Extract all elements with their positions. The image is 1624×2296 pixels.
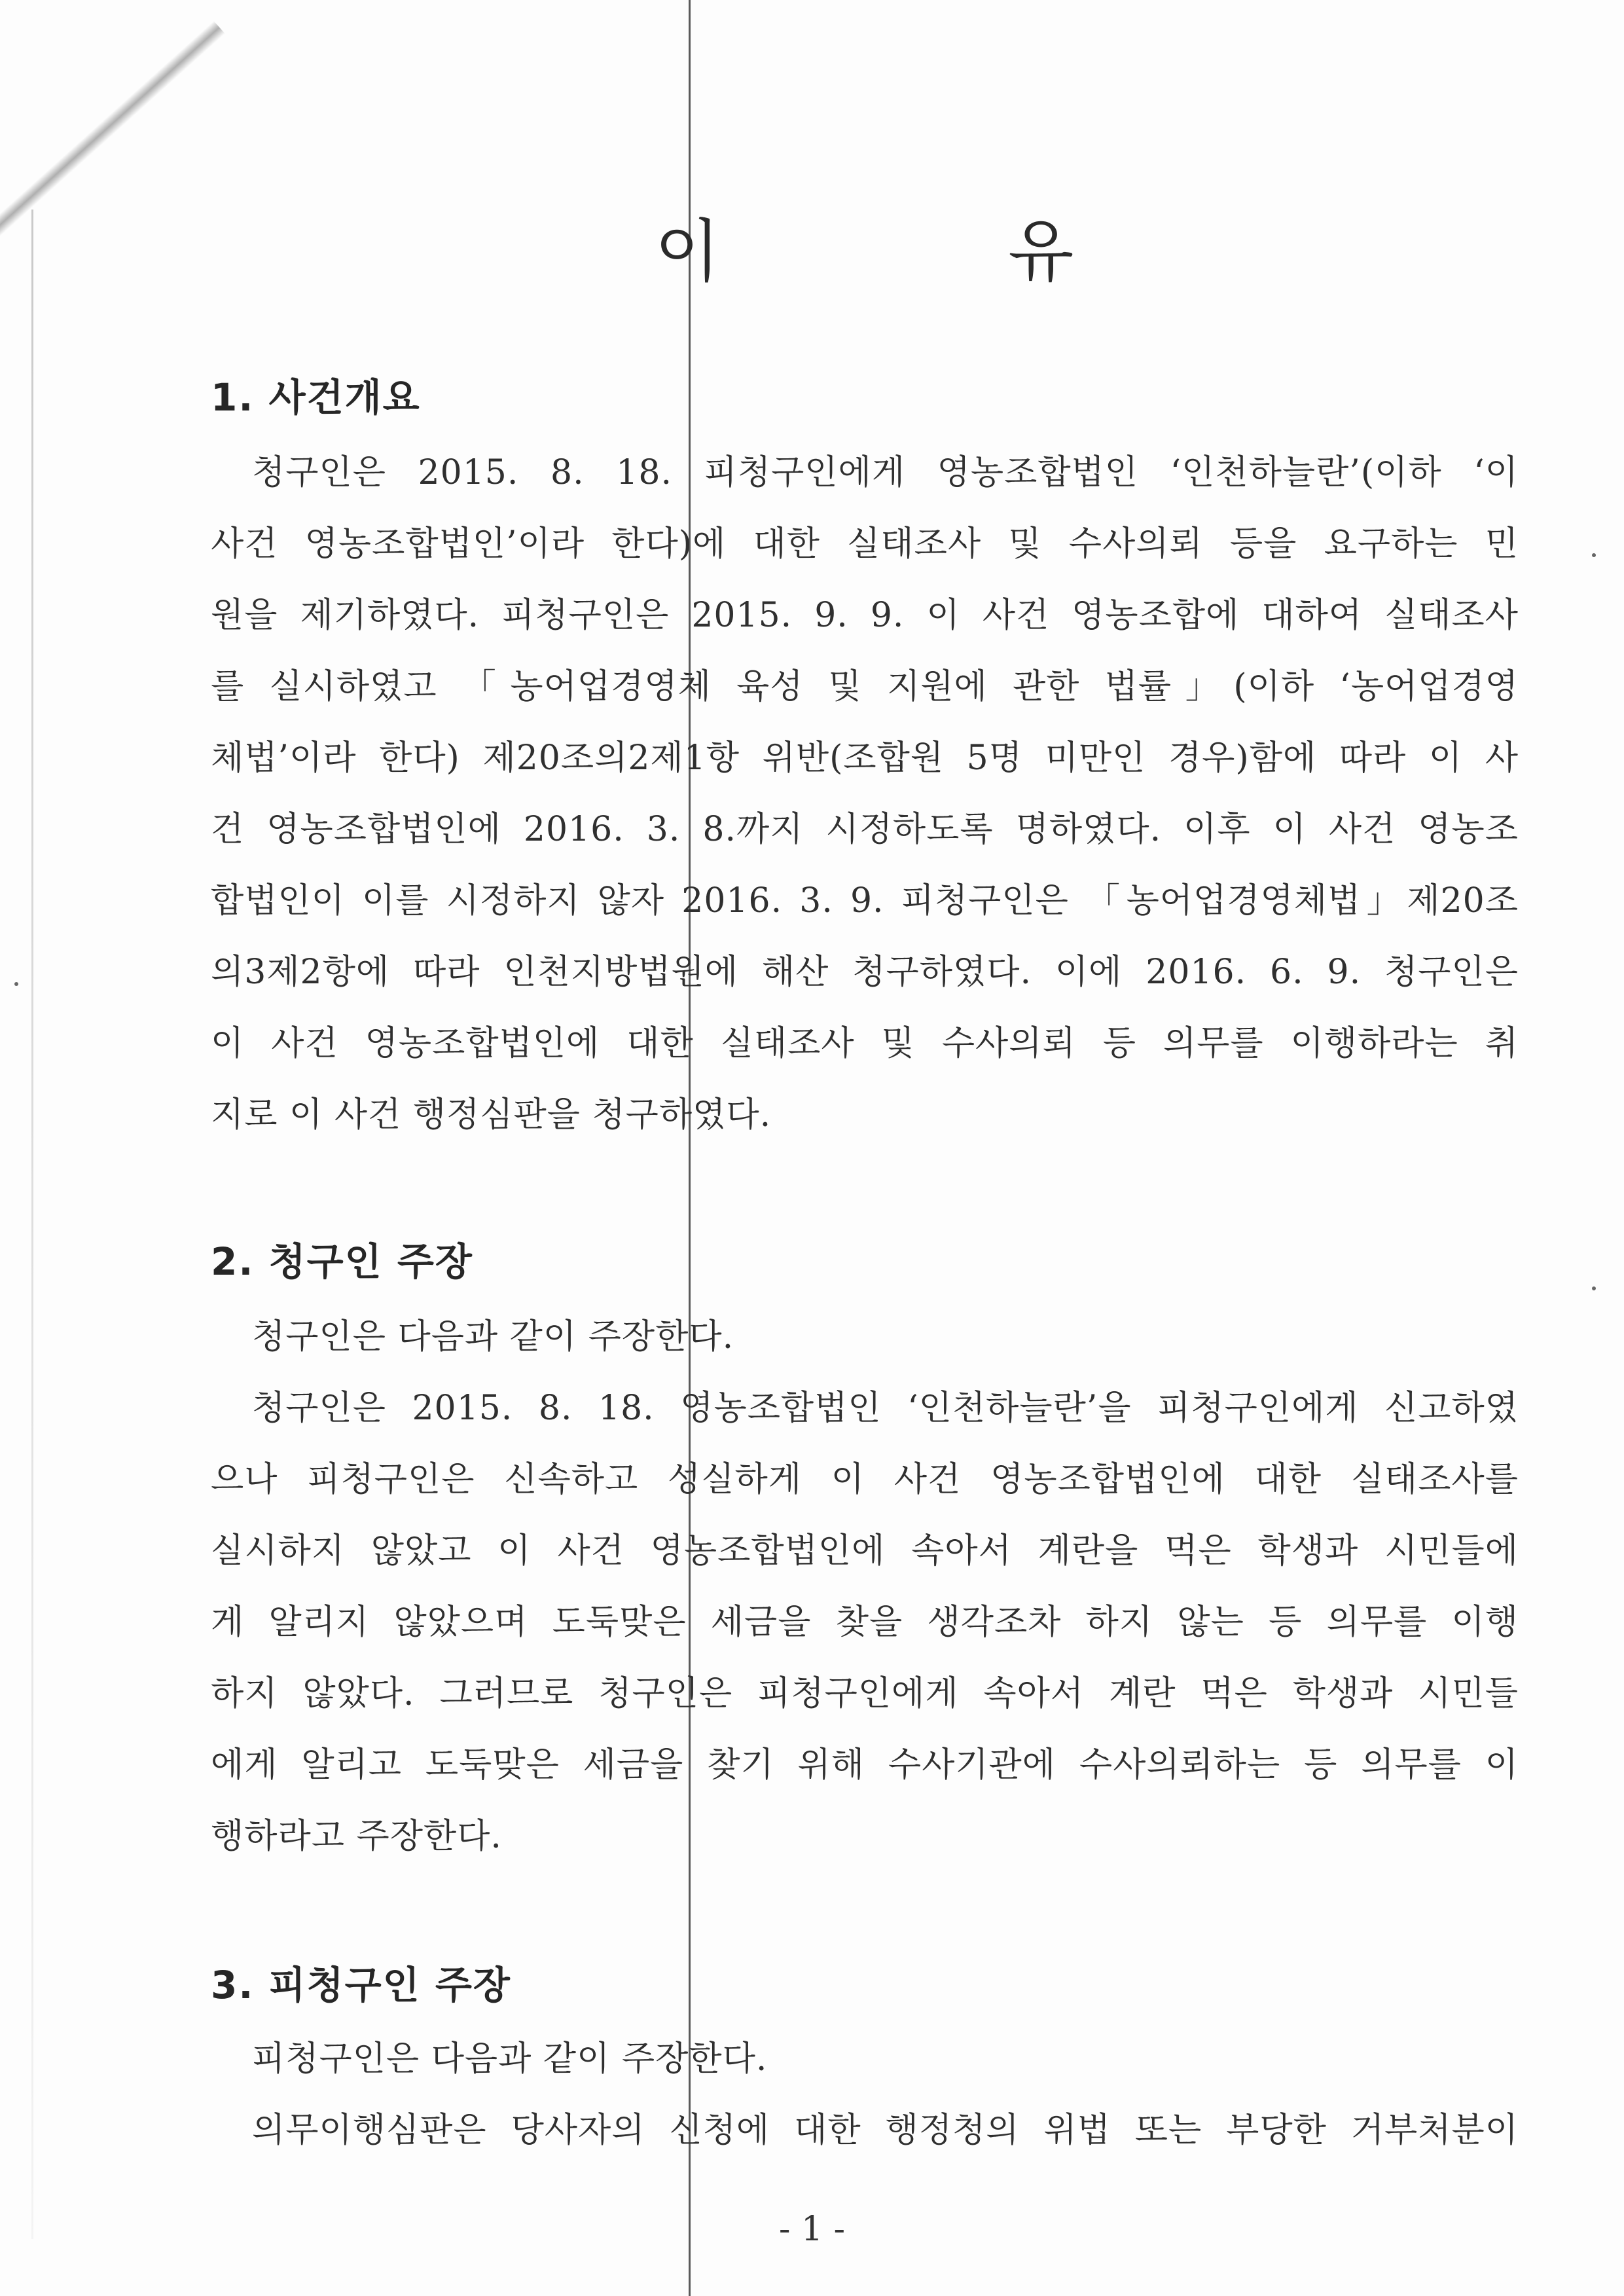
scan-speck — [1592, 1286, 1596, 1290]
paragraph-line: 이 사건 영농조합법인에 대한 실태조사 및 수사의뢰 등 의무를 이행하라는 취 — [211, 1024, 1519, 1063]
paragraph-line: 게 알리지 않았으며 도둑맞은 세금을 찾을 생각조차 하지 않는 등 의무를 이행 — [211, 1603, 1519, 1642]
paragraph-line: 청구인은 2015. 8. 18. 영농조합법인 ‘인천하늘란’을 피청구인에게 신고하였 — [252, 1389, 1519, 1428]
paragraph-line: 를 실시하였고 「농어업경영체 육성 및 지원에 관한 법률」(이하 ‘농어업경영 — [211, 667, 1519, 706]
paragraph-line: 에게 알리고 도둑맞은 세금을 찾기 위해 수사기관에 수사의뢰하는 등 의무를 이 — [211, 1745, 1519, 1785]
title-char-1: 이 — [655, 211, 721, 291]
scan-speck — [1592, 553, 1596, 557]
paragraph-line: 실시하지 않았고 이 사건 영농조합법인에 속아서 계란을 먹은 학생과 시민들에 — [211, 1531, 1519, 1571]
section-heading-overview: 1. 사건개요 — [211, 375, 421, 420]
section-heading-respondent: 3. 피청구인 주장 — [211, 1963, 511, 2007]
paragraph-line: 행하라고 주장한다. — [211, 1817, 502, 1856]
paragraph-line: 지로 이 사건 행정심판을 청구하였다. — [211, 1095, 772, 1135]
paragraph-line: 청구인은 다음과 같이 주장한다. — [252, 1317, 734, 1357]
paragraph-line: 청구인은 2015. 8. 18. 피청구인에게 영농조합법인 ‘인천하늘란’(이하 ‘이 — [252, 453, 1519, 492]
paragraph-line: 원을 제기하였다. 피청구인은 2015. 9. 9. 이 사건 영농조합에 대하여 실태조사 — [211, 596, 1519, 635]
paragraph-line: 사건 영농조합법인’이라 한다)에 대한 실태조사 및 수사의뢰 등을 요구하는 민 — [211, 524, 1519, 564]
paragraph-line: 으나 피청구인은 신속하고 성실하게 이 사건 영농조합법인에 대한 실태조사를 — [211, 1460, 1519, 1499]
paragraph-line: 의3제2항에 따라 인천지방법원에 해산 청구하였다. 이에 2016. 6. 9. 청구인은 — [211, 953, 1519, 992]
page-edge-shadow — [31, 210, 33, 2239]
fold-line — [689, 0, 691, 2296]
scan-speck — [14, 982, 18, 986]
title-char-2: 유 — [1008, 211, 1074, 291]
page-title — [0, 196, 1624, 295]
paragraph-line: 합법인이 이를 시정하지 않자 2016. 3. 9. 피청구인은 「농어업경영체법」제20조 — [211, 881, 1519, 920]
section-heading-claimant: 2. 청구인 주장 — [211, 1239, 473, 1284]
paragraph-line: 하지 않았다. 그러므로 청구인은 피청구인에게 속아서 계란 먹은 학생과 시민들 — [211, 1674, 1519, 1713]
page-number: - 1 - — [778, 2210, 846, 2249]
paragraph-line: 체법’이라 한다) 제20조의2제1항 위반(조합원 5명 미만인 경우)함에 따라 이 사 — [211, 738, 1519, 778]
paragraph-line: 건 영농조합법인에 2016. 3. 8.까지 시정하도록 명하였다. 이후 이 사건 영농조 — [211, 810, 1519, 849]
paragraph-line: 피청구인은 다음과 같이 주장한다. — [252, 2039, 768, 2079]
paragraph-line: 의무이행심판은 당사자의 신청에 대한 행정청의 위법 또는 부당한 거부처분이 — [252, 2111, 1519, 2150]
